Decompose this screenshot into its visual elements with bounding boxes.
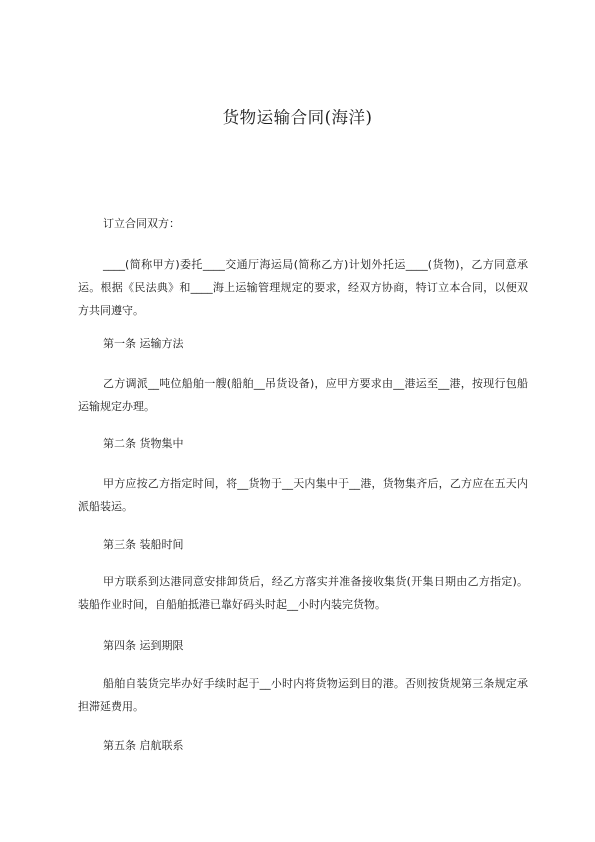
intro-line: 订立合同双方： [103,217,180,230]
section-4-body: 船舶自装货完毕办好手续时起于__小时内将货物运到目的港。否则按货规第三条规定承担滞延费用。 [78,677,528,713]
section-4-heading: 第四条 运到期限 [103,639,184,652]
section-2-heading: 第二条 货物集中 [103,437,184,450]
section-5-heading: 第五条 启航联系 [103,739,184,752]
preamble-paragraph: ____(简称甲方)委托____交通厅海运局(简称乙方)计划外托运____(货物)，乙方同意承运。根据《民法典》和____海上运输管理规定的要求，经双方协商，特订立本合同，以便双方共同遵守。 [78,258,528,317]
section-1-heading: 第一条 运输方法 [103,337,184,350]
section-3-heading: 第三条 装船时间 [103,538,184,551]
document-title: 货物运输合同(海洋) [222,108,373,127]
section-3-body: 甲方联系到达港同意安排卸货后，经乙方落实并准备接收集货(开集日期由乙方指定)。装船作业时间，自船舶抵港已靠好码头时起__小时内装完货物。 [78,575,528,611]
section-1-body: 乙方调派__吨位船舶一艘(船舶__吊货设备)，应甲方要求由__港运至__港，按现行包船运输规定办理。 [78,377,528,413]
section-2-body: 甲方应按乙方指定时间，将__货物于__天内集中于__港，货物集齐后，乙方应在五天内派船装运。 [78,477,528,513]
